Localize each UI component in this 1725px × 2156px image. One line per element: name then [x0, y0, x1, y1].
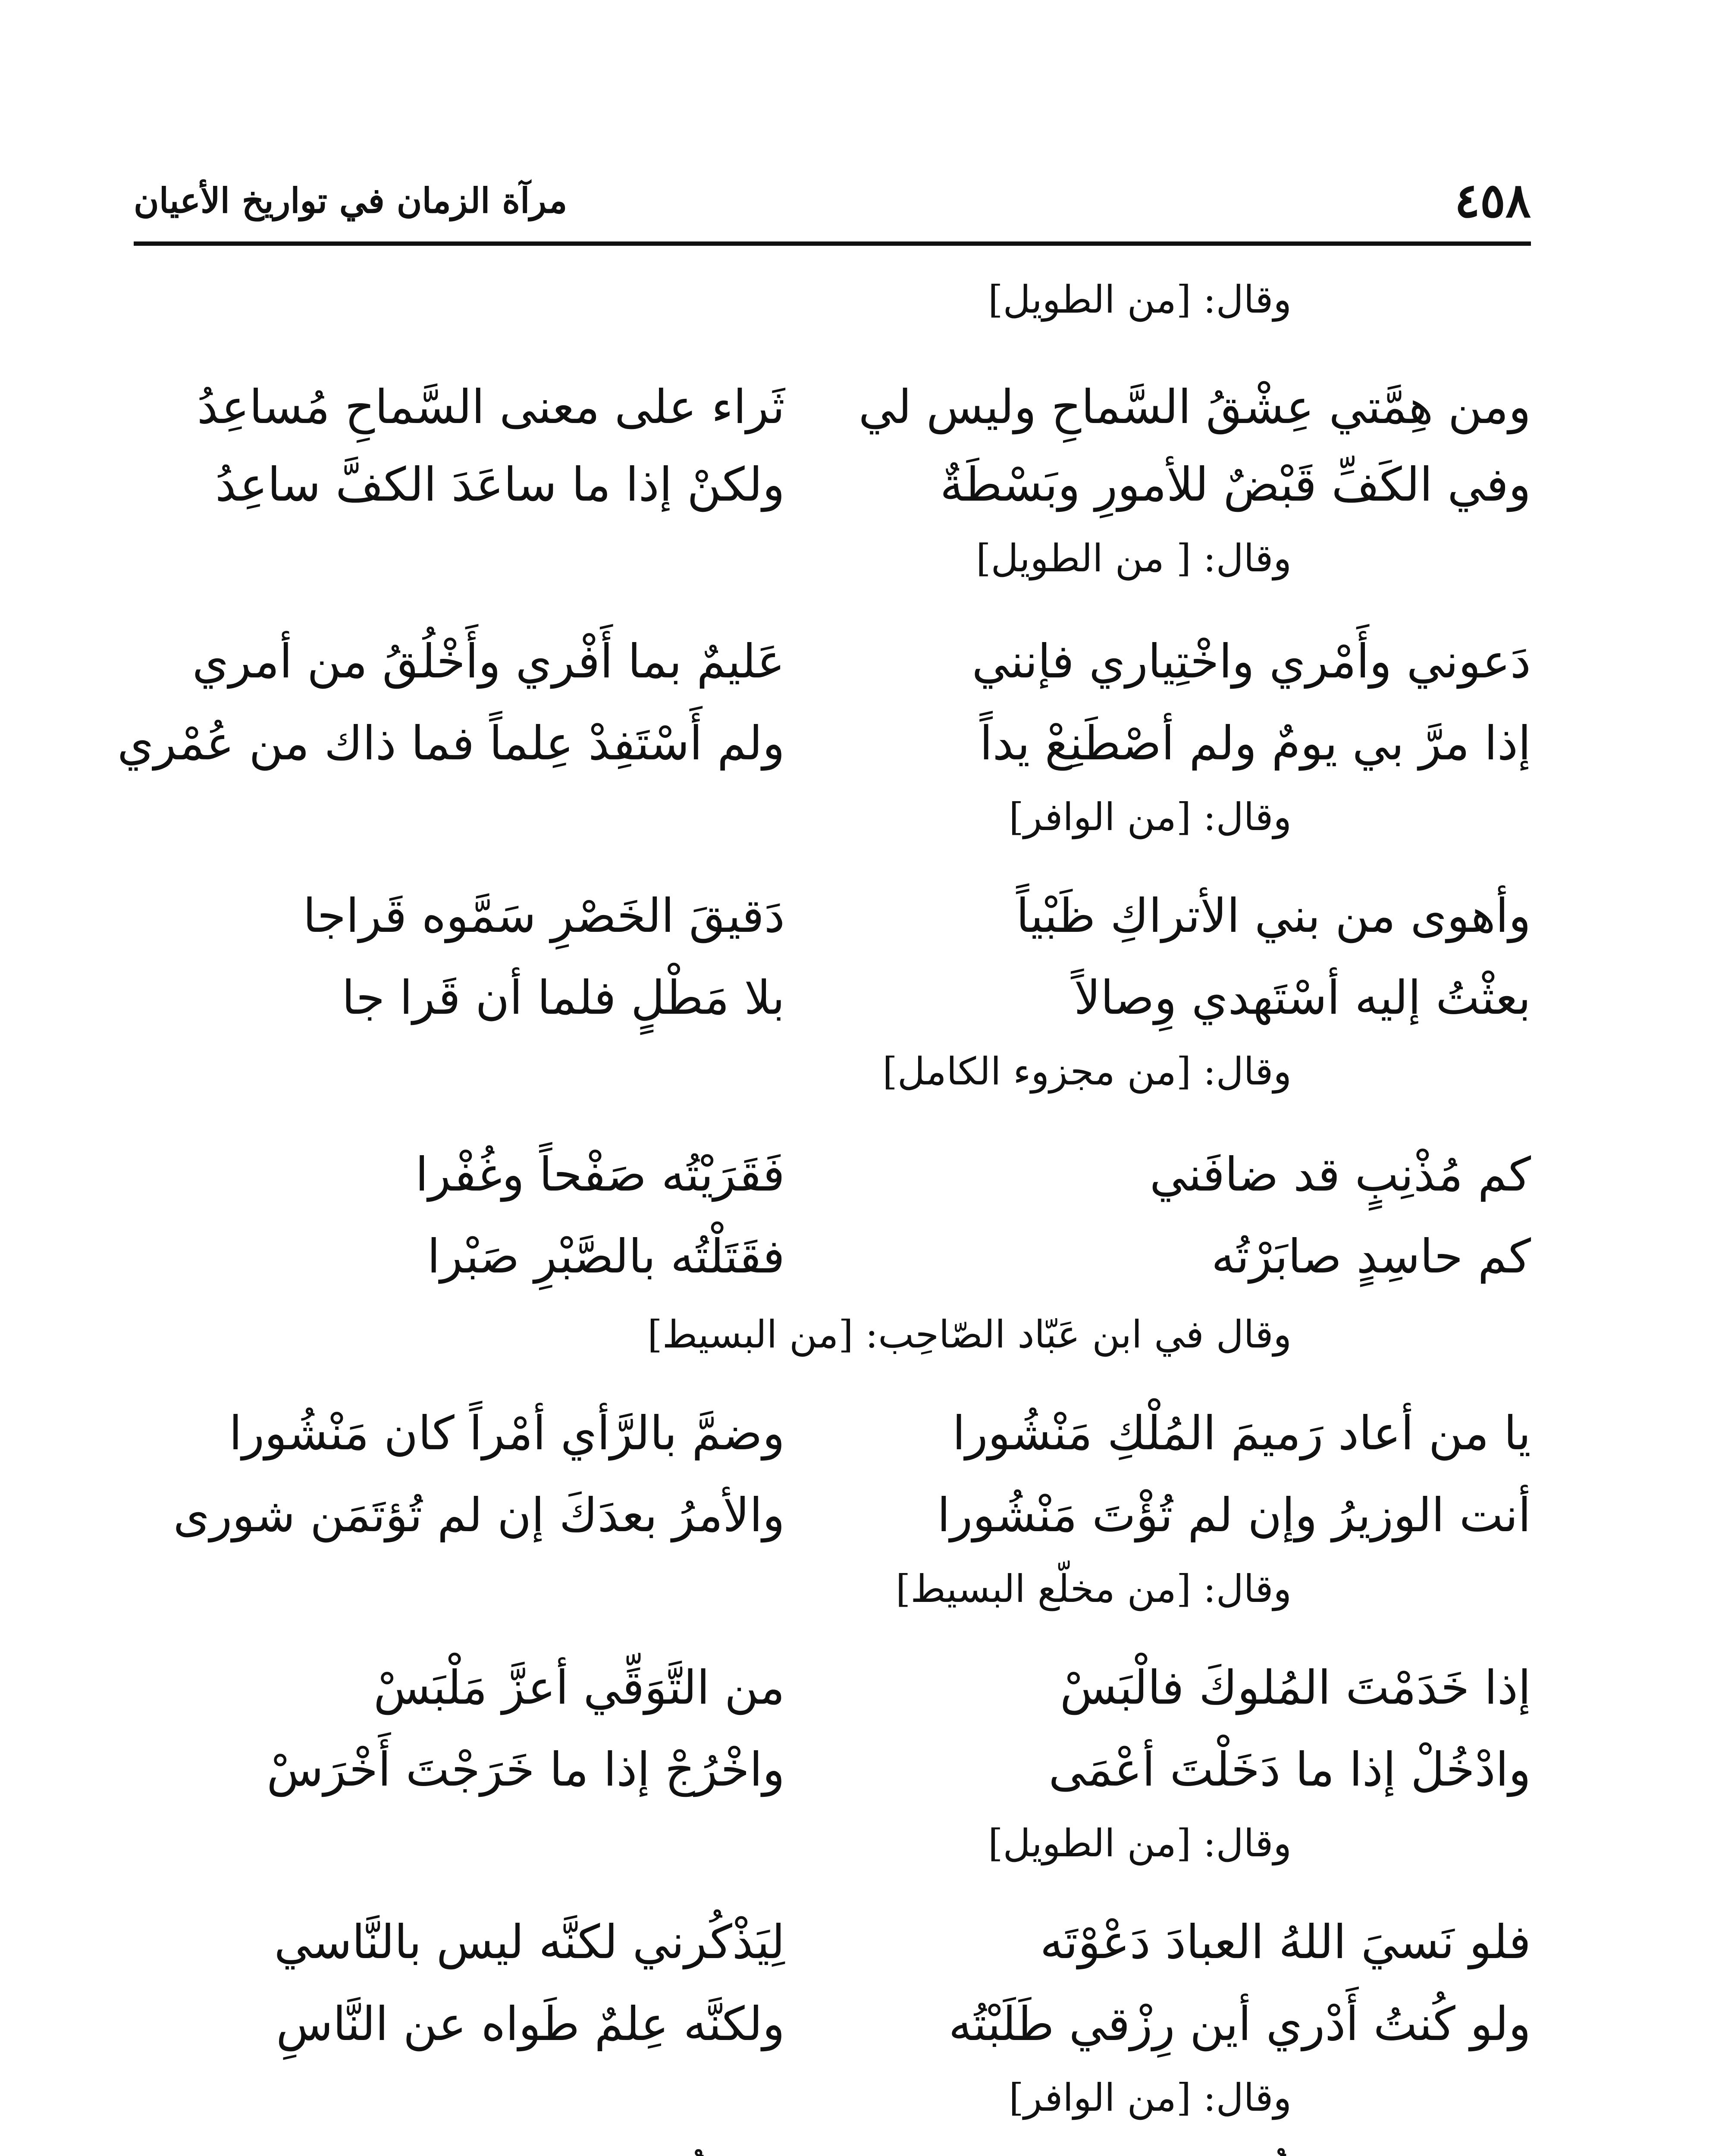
- verse-first-hemistich: فلو نَسيَ اللهُ العبادَ دَعْوْتَه: [1040, 1915, 1531, 1969]
- verse-second-hemistich: لِيَذْكُرني لكنَّه ليس بالنَّاسي: [274, 1915, 785, 1969]
- verse-second-hemistich: ولكنْ إذا ما ساعَدَ الكفَّ ساعِدُ: [215, 458, 785, 512]
- verse-first-hemistich: كم حاسِدٍ صابَرْتُه: [1211, 1230, 1531, 1284]
- meter-label: وقال: [من مخلّع البسيط]: [896, 1567, 1292, 1611]
- verse-second-hemistich: واخْرُجْ إذا ما خَرَجْتَ أَخْرَسْ: [267, 1743, 785, 1797]
- meter-label: وقال في ابن عَبّاد الصّاحِب: [من البسيط]: [647, 1312, 1292, 1357]
- verse-second-hemistich: من التَّوَقِّي أعزَّ مَلْبَسْ: [373, 1661, 785, 1715]
- verse-first-hemistich: ومن هِمَّتي عِشْقُ السَّماحِ وليس لي: [858, 380, 1531, 434]
- running-title: مرآة الزمان في تواريخ الأعيان: [134, 180, 568, 221]
- verse-first-hemistich: بعثْتُ إليه أسْتَهدي وِصالاً: [1074, 971, 1531, 1025]
- verse-second-hemistich: عَليمٌ بما أَفْري وأَخْلُقُ من أمري: [192, 635, 785, 689]
- verse-second-hemistich: ولكنَّه عِلمٌ طَواه عن النَّاسِ: [276, 1997, 785, 2051]
- verse-first-hemistich: وادْخُلْ إذا ما دَخَلْتَ أعْمَى: [1048, 1743, 1531, 1797]
- page-number: ٤٥٨: [1454, 172, 1531, 228]
- page-header: [134, 168, 1531, 241]
- verse-second-hemistich: والأمرُ بعدَكَ إن لم تُؤتَمَن شورى: [173, 1489, 785, 1542]
- verse-second-hemistich: فَقَرَيْتُه صَفْحاً وغُفْرا: [415, 1148, 785, 1202]
- verse-first-hemistich: وفي الكَفِّ قَبْضٌ للأمورِ وبَسْطَةٌ: [940, 458, 1531, 512]
- verse-second-hemistich: بلا مَطْلٍ فلما أن قَرا جا: [342, 971, 785, 1025]
- verse-first-hemistich: إذا خَدَمْتَ المُلوكَ فالْبَسْ: [1060, 1661, 1531, 1715]
- verse-second-hemistich: ثَراء على معنى السَّماحِ مُساعِدُ: [197, 380, 785, 434]
- verse-second-hemistich: دَقيقَ الخَصْرِ سَمَّوه قَراجا: [303, 889, 785, 943]
- meter-label: وقال: [من الوافر]: [1009, 2075, 1292, 2120]
- verse-first-hemistich: دَعوني وأَمْري واخْتِياري فإنني: [972, 635, 1531, 689]
- verse-second-hemistich: فقَتَلْتُه بالصَّبْرِ صَبْرا: [427, 1230, 785, 1284]
- meter-label: وقال: [من الطويل]: [988, 277, 1292, 322]
- verse-first-hemistich: يا من أعاد رَميمَ المُلْكِ مَنْشُورا: [952, 1407, 1531, 1460]
- verse-first-hemistich: وأهوى من بني الأتراكِ ظَبْياً: [1016, 889, 1531, 943]
- meter-label: وقال: [ من الطويل]: [976, 536, 1292, 580]
- verse-first-hemistich: أنت الوزيرُ وإن لم تُؤْتَ مَنْشُورا: [937, 1489, 1531, 1542]
- verse-second-hemistich: ولم أَسْتَفِدْ عِلماً فما ذاك من عُمْري: [117, 717, 785, 771]
- meter-label: وقال: [من مجزوء الكامل]: [882, 1049, 1292, 1094]
- verse-first-hemistich: كم مُذْنِبٍ قد ضافَني: [1149, 1148, 1531, 1202]
- header-rule: [134, 241, 1531, 246]
- verse-second-hemistich: وضمَّ بالرَّأي أمْراً كان مَنْشُورا: [229, 1407, 785, 1460]
- meter-label: وقال: [من الطويل]: [988, 1821, 1292, 1865]
- verse-first-hemistich: ولو كُنتُ أَدْري أين رِزْقي طَلَبْتُه: [948, 1997, 1531, 2051]
- verse-first-hemistich: إذا مرَّ بي يومٌ ولم أصْطَنِعْ يداً: [979, 717, 1531, 771]
- meter-label: وقال: [من الوافر]: [1009, 795, 1292, 839]
